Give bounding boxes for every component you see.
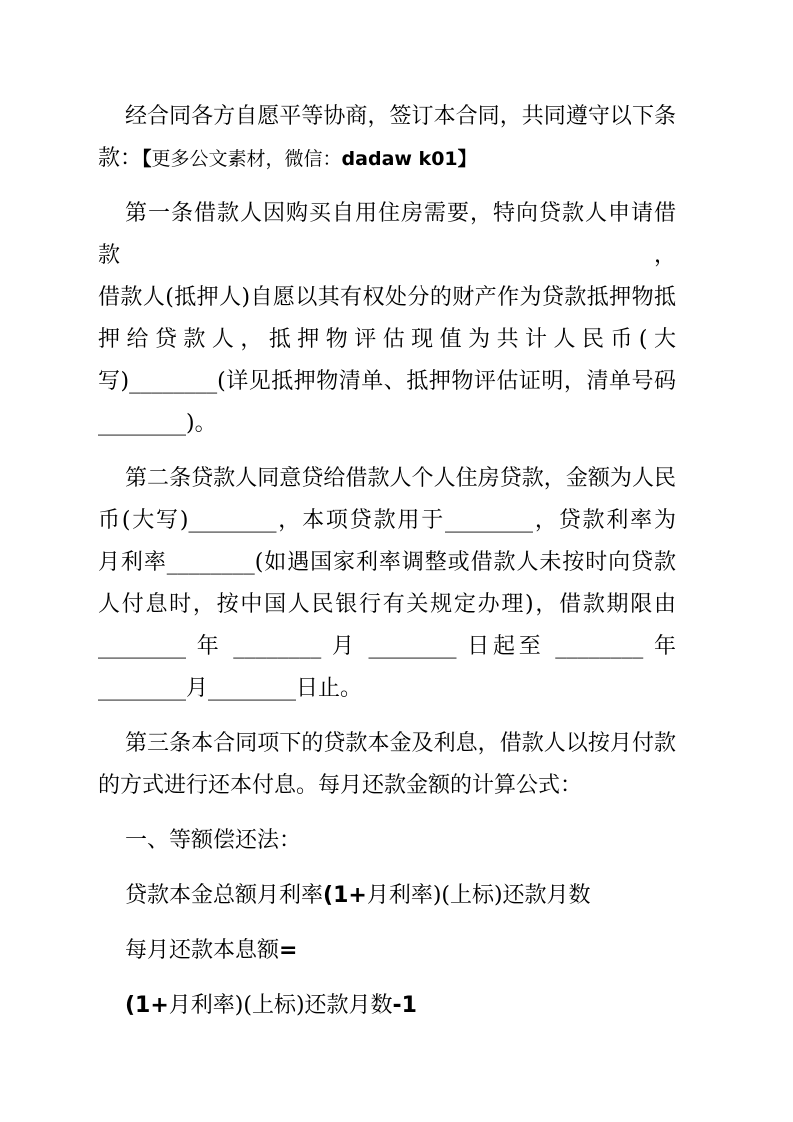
text-segment: 的方式进行还本付息。每月还款金额的计算公式： bbox=[98, 773, 583, 798]
text-line bbox=[98, 319, 676, 361]
text-line bbox=[98, 403, 676, 445]
text-segment: 人付息时，按中国人民银行有关规定办理)，借款期限由 bbox=[98, 592, 676, 617]
text-segment: ________月________日止。 bbox=[98, 676, 363, 701]
text-line bbox=[98, 930, 676, 972]
text-line bbox=[98, 277, 676, 319]
text-segment: 月利率)(上标)还款月数 bbox=[366, 883, 591, 908]
text-segment: 经合同各方自愿平等协商，签订本合同，共同遵守以下条 bbox=[125, 104, 676, 129]
text-line bbox=[98, 500, 676, 542]
text-line bbox=[98, 820, 676, 862]
text-line bbox=[98, 138, 676, 180]
text-line bbox=[98, 668, 676, 710]
text-line bbox=[98, 875, 676, 917]
paragraph bbox=[98, 723, 676, 807]
text-segment: 押给贷款人，抵押物评估现值为共计人民币(大 bbox=[98, 327, 676, 352]
paragraph bbox=[98, 930, 676, 972]
text-line bbox=[98, 626, 676, 668]
text-line bbox=[98, 985, 676, 1027]
text-line bbox=[98, 723, 676, 765]
text-line bbox=[98, 193, 676, 277]
text-line bbox=[98, 765, 676, 807]
text-line bbox=[98, 584, 676, 626]
text-segment: 借款人(抵押人)自愿以其有权处分的财产作为贷款抵押物抵 bbox=[98, 285, 676, 310]
text-segment: 更多公文素材，微信： bbox=[151, 148, 342, 170]
paragraph bbox=[98, 875, 676, 917]
text-segment: dadaw k01 bbox=[341, 148, 458, 170]
text-segment: 款： bbox=[98, 146, 143, 171]
text-segment: ________ 年 ________ 月 ________ 日起至 ________ 年 bbox=[98, 634, 676, 659]
text-segment: 月利率)(上标)还款月数 bbox=[168, 993, 393, 1018]
text-segment: 月利率________(如遇国家利率调整或借款人未按时向贷款 bbox=[98, 550, 676, 575]
text-segment: 第二条贷款人同意贷给借款人个人住房贷款，金额为人民 bbox=[125, 466, 676, 491]
text-line bbox=[98, 542, 676, 584]
text-segment: 【 bbox=[142, 148, 152, 170]
paragraph bbox=[98, 96, 676, 180]
text-segment: 】 bbox=[457, 148, 477, 170]
paragraph bbox=[98, 193, 676, 445]
text-segment: 第三条本合同项下的贷款本金及利息，借款人以按月付款 bbox=[125, 731, 676, 756]
text-segment: 一、等额偿还法： bbox=[125, 828, 302, 853]
text-segment: 写)________(详见抵押物清单、抵押物评估证明，清单号码 bbox=[98, 369, 676, 394]
text-segment: 贷款本金总额月利率 bbox=[125, 883, 324, 908]
document-body bbox=[98, 96, 676, 1027]
paragraph bbox=[98, 458, 676, 710]
text-segment: -1 bbox=[392, 993, 417, 1018]
text-segment: (1+ bbox=[323, 883, 367, 908]
text-segment: 币(大写)________，本项贷款用于________，贷款利率为 bbox=[98, 508, 676, 533]
text-line bbox=[98, 96, 676, 138]
paragraph bbox=[98, 820, 676, 862]
text-line bbox=[98, 361, 676, 403]
text-segment: 第一条借款人因购买自用住房需要，特向贷款人申请借款， bbox=[98, 201, 676, 268]
text-line bbox=[98, 458, 676, 500]
text-segment: 每月还款本息额 bbox=[125, 938, 280, 963]
text-segment: = bbox=[279, 938, 298, 963]
text-segment: (1+ bbox=[125, 993, 169, 1018]
paragraph bbox=[98, 985, 676, 1027]
text-segment: ________)。 bbox=[98, 411, 217, 436]
